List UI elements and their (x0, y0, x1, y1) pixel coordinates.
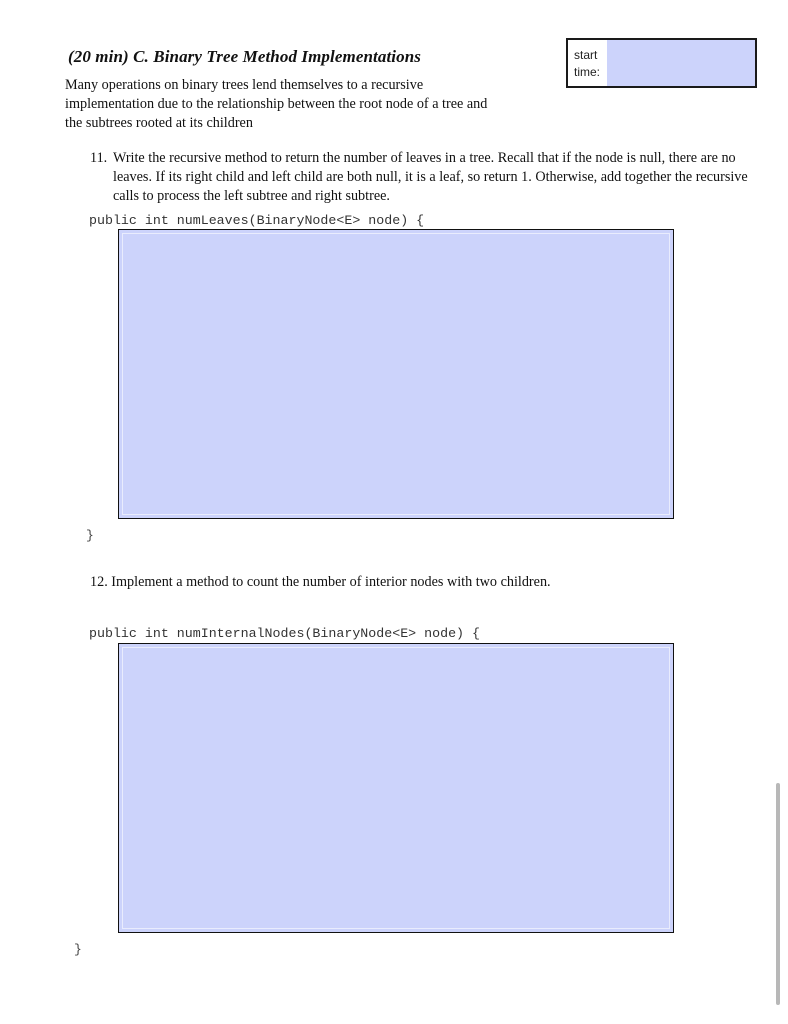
section-title: (20 min) C. Binary Tree Method Implementations (68, 47, 421, 66)
start-time-label: start time: (574, 48, 601, 79)
question-12 (90, 573, 551, 592)
question-11 (90, 149, 750, 206)
question-text: Write the recursive method to return the number of leaves in a tree. Recall that if the node is null, there are no leaves. If its right child and left child are both null, it is a leaf, so return 1. Otherwise, add together the recursive calls to process the left subtree and right subtree. (113, 150, 748, 204)
question-number: 12. (90, 574, 108, 590)
answer-area-numinternalnodes[interactable] (118, 643, 674, 933)
section-intro: Many operations on binary trees lend themselves to a recursive implementation due to the relationship between the root node of a tree and the subtrees rooted at its children (65, 77, 488, 131)
question-text: Implement a method to count the number of interior nodes with two children. (111, 574, 551, 590)
question-number: 11. (90, 150, 108, 166)
answer-area-numleaves[interactable] (118, 229, 674, 519)
vertical-scrollbar[interactable] (776, 783, 780, 1005)
closing-brace: } (86, 528, 94, 543)
method-signature-numinternalnodes: public int numInternalNodes(BinaryNode<E> node) { (89, 626, 480, 641)
closing-brace: } (74, 942, 82, 957)
method-signature-numleaves: public int numLeaves(BinaryNode<E> node) { (89, 213, 425, 228)
